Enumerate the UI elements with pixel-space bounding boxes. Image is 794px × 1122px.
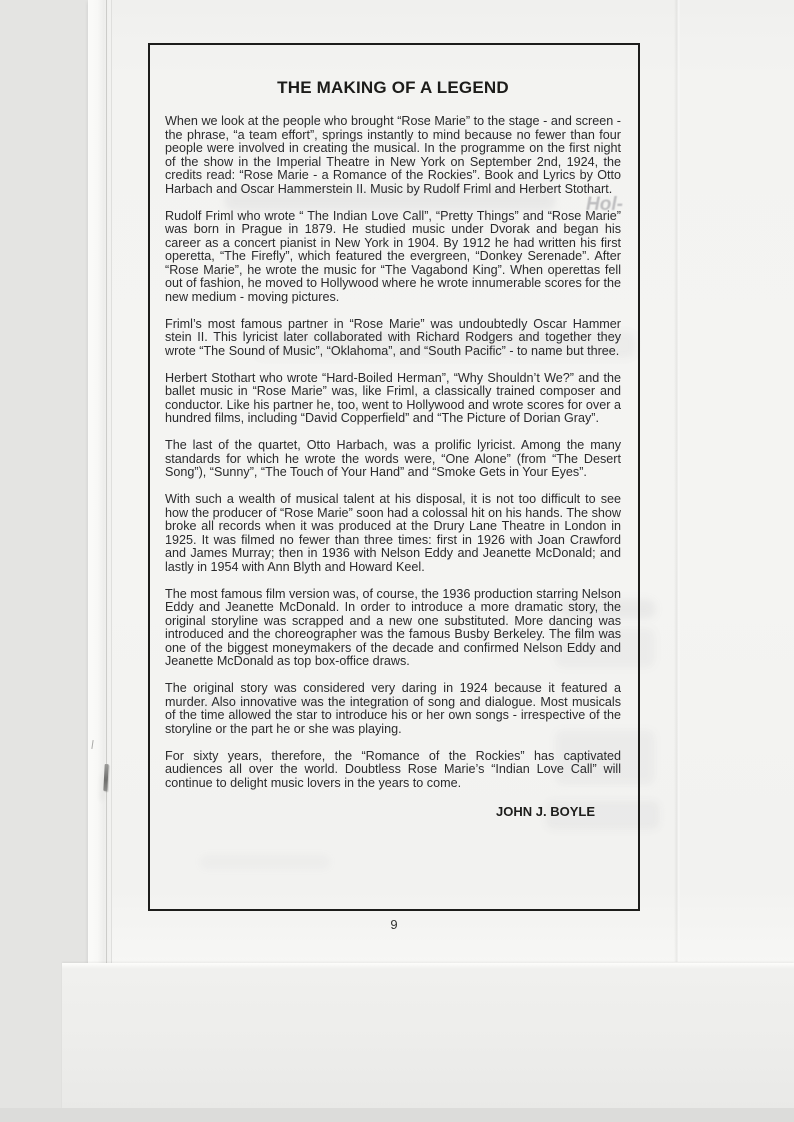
article-paragraph: Rudolf Friml who wrote “ The Indian Love Call”, “Pretty Things” and “Rose Marie” was born in Prague in 1879. He studied music under Dvorak and began his career as a concert pianist in New York in 1904. By 1912 he had written his first operetta, “The Firefly”, which featured the evergreen, “Donkey Serenade”. After “Rose Marie”, he wrote the music for “The Vagabond King”. When operettas fell out of fashion, he moved to Hollywood where he wrote innumerable scores for the new medium - moving pictures. — [165, 208, 621, 304]
under-sheet — [62, 963, 794, 1109]
author-byline: JOHN J. BOYLE — [496, 803, 595, 819]
paper-crease — [674, 0, 680, 962]
article-paragraph: When we look at the people who brought “Rose Marie” to the stage - and screen - the phrase, “a team effort”, springs instantly to mind because no fewer than four people were involved in creating the musical. In the programme on the first night of the show in the Imperial Theatre in New York on September 2nd, 1924, the credits read: “Rose Marie - a Romance of the Rockies”. Book and Lyrics by Otto Harbach and Oscar Hammerstein II. Music by Rudolf Friml and Herbert Stothart. — [165, 114, 621, 196]
ghost-bleed-text: Hol- — [586, 194, 623, 215]
article-paragraph: For sixty years, therefore, the “Romance of the Rockies” has captivated audiences all over the world. Doubtless Rose Marie’s “Indian Love Call” will continue to delight music lovers in the years to come. — [165, 748, 621, 790]
article-paragraph: Herbert Stothart who wrote “Hard-Boiled Herman”, “Why Shouldn’t We?” and the ballet music in “Rose Marie” was, like Friml, a classically trained composer and conductor. Like his partner he, too, went to Hollywood and wrote scores for over a hundred films, including “David Copperfield” and “The Picture of Dorian Gray”. — [165, 370, 621, 425]
article-body — [165, 115, 621, 790]
article-paragraph: The original story was considered very daring in 1924 because it featured a murder. Also innovative was the integration of song and dialogue. Most musicals of the time allowed the star to introduce his or her own songs - irrespective of the storyline or the part he or she was playing. — [165, 681, 621, 736]
article-frame — [148, 43, 640, 911]
article-paragraph: With such a wealth of musical talent at his disposal, it is not too difficult to see how the producer of “Rose Marie” soon had a colossal hit on his hands. The show broke all records when it was produced at the Drury Lane Theatre in London in 1925. It was filmed no fewer than three times: first in 1926 with Joan Crawford and James Murray; then in 1936 with Nelson Eddy and Jeanette McDonald; and lastly in 1954 with Ann Blyth and Howard Keel. — [165, 492, 621, 574]
page-edge-line — [106, 0, 107, 964]
scanner-bed-strip — [0, 1108, 794, 1122]
article-paragraph: The most famous film version was, of course, the 1936 production starring Nelson Eddy and Jeanette McDonald. In order to introduce a more dramatic story, the original storyline was scrapped and a new one substituted. More dancing was introduced and the choreographer was the famous Busby Berkeley. The film was one of the biggest moneymakers of the decade and confirmed Nelson Eddy and Jeanette McDonald as top box-office draws. — [165, 586, 621, 668]
page-edge-line — [111, 0, 112, 964]
article-paragraph: The last of the quartet, Otto Harbach, was a prolific lyricist. Among the many standards for which he wrote the words were, “One Alone” (from “The Desert Song”), “Sunny”, “The Touch of Your Hand” and “Smoke Gets in Your Eyes”. — [165, 438, 621, 479]
article-heading: THE MAKING OF A LEGEND — [277, 78, 509, 97]
page-number: 9 — [390, 917, 398, 932]
page-stack-edge — [88, 0, 112, 964]
article-paragraph: Friml’s most famous partner in “Rose Marie” was undoubtedly Oscar Hammer stein II. This lyricist later collaborated with Richard Rodgers and together they wrote “The Sound of Music”, “Oklahoma”, and “South Pacific” - to name but three. — [165, 316, 621, 358]
